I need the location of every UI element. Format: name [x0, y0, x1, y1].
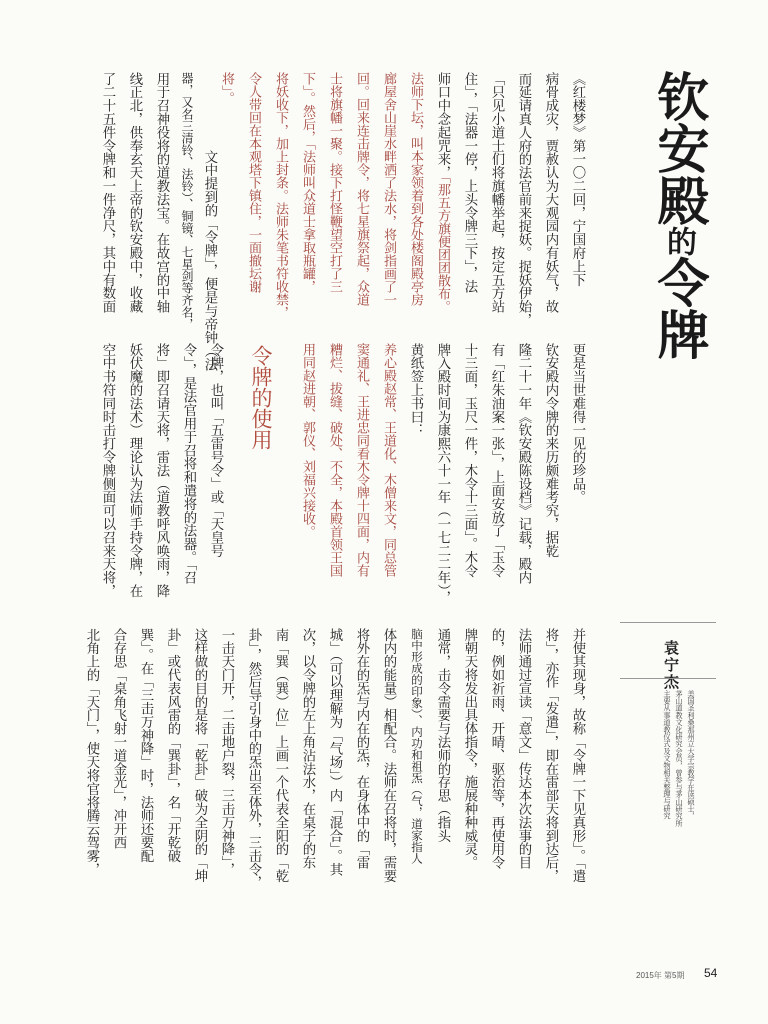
lower-col-9: 将外在的炁与内在的炁，在身体中的「雷 — [354, 628, 369, 870]
upper-col-6: 牌入殿时间为康熙六十一年（一七二二年）， — [435, 343, 450, 605]
author-bio-line-2: 茅山道教文化研究会员，曾参与茅山研究所 — [675, 690, 684, 827]
lower-col-17: 巽」。在「三击万神降」时，法师还要配 — [138, 628, 153, 863]
section-col-4: 妖伏魔的法术）理论认为法师手持令牌，在 — [127, 343, 142, 598]
author-bio-line-3: 主要从事道教仪式及文物相关整理与研究 — [663, 690, 672, 820]
lower-col-6: 通常，击令需要与法师的存思（指头 — [435, 628, 450, 843]
author-rule-top — [620, 622, 716, 623]
left-quote-col-8: 将」。 — [219, 72, 234, 105]
upper-col-2: 钦安殿内令牌的来历颇难考究，据乾 — [543, 343, 558, 558]
lower-col-13: 卦」，然后导引身中的炁出至体外，三击令， — [246, 628, 261, 890]
lower-col-7: 脑中形成的印象）、内功和祖炁（气，道家指人 — [410, 628, 424, 864]
left-col-8: 器，又名三清铃、法铃）、铜镜、七星剑等齐名， — [180, 72, 194, 330]
left-col-4: 「只见小道士们将旗幡举起，按定五方站 — [489, 72, 504, 314]
left-col-2: 病骨成灾，贾赦认为大观园内有妖气，故 — [543, 72, 558, 314]
left-col-1: 《红楼梦》第一〇二回，宁国府上下 — [570, 72, 585, 287]
upper-col-5: 十三面，玉尺一件，木令十三面」。木令 — [462, 343, 477, 578]
author-name: 袁宁杰 — [662, 640, 680, 691]
section-col-3: 将」即召请天将，雷法（道教呼风唤雨，降 — [154, 343, 169, 598]
lower-col-16: 卦」或代表风雷的「巽卦」，名「开乾破 — [165, 628, 180, 863]
quote-col-3: 糟烂、拔缝、破处、不全，本殿首领王国 — [327, 343, 342, 577]
upper-col-4: 有「红朱油案一张」，上面安放了「玉令 — [489, 343, 504, 578]
left-quote-col-7: 令人带回在本观塔下镇住，一面撤坛谢 — [246, 72, 261, 293]
lower-col-8: 体内的能量）相配合。法师在召将时，需要 — [381, 628, 396, 883]
left-quote-col-6: 将妖收下，加上封条。法师朱笔书符收禁， — [273, 72, 288, 319]
section-col-5: 空中书符同时击打令牌侧面可以召来天将， — [100, 343, 115, 598]
lower-col-19: 北角上的「天门」，使天将官将腾云驾雾， — [84, 628, 99, 876]
lower-col-12: 南「巽（巽）位」上画一个代表全阳的「乾 — [273, 628, 288, 883]
quote-inline: 「那五方旗便团团散布。 — [435, 170, 450, 313]
lower-col-15: 这样做的目的是将「乾卦」破为全阴的「坤 — [192, 628, 207, 883]
title-part-1: 钦安殿 — [648, 70, 708, 226]
left-col-9: 用于召神役将的道教法宝。在故宫的中轴 — [154, 72, 169, 314]
left-col-7: 文中提到的「令牌」，便是与帝钟（法 — [202, 150, 217, 372]
page-number: 54 — [704, 966, 718, 980]
left-col-3: 而延请真人府的法官前来捉妖。捉妖伊始， — [516, 72, 531, 327]
article-title — [634, 70, 708, 360]
lower-col-18: 合存思「桌角飞射一道金光」，冲开西 — [111, 628, 126, 850]
lower-col-11: 次，以令牌的左上角沾法水，在桌子的东 — [300, 628, 315, 870]
author-bio-line-1: 美国圣利桑那州立大学宗教学在读硕士， — [687, 690, 696, 820]
left-quote-col-5: 下」。然后，「法师叫众道士拿取瓶罐， — [300, 72, 315, 293]
left-col-11: 了二十五件令牌和一件净尺，其中有数面 — [100, 72, 115, 314]
title-part-3: 令牌 — [648, 256, 708, 360]
quote-col-2: 窦通礼、王进忠同看木令牌十四面，内有 — [354, 343, 369, 577]
upper-col-1: 更是当世难得一见的珍品。 — [570, 343, 585, 504]
lower-col-10: 城」（可以理解为「气场」）内「混合」。其 — [327, 628, 342, 876]
author-rule-bottom — [620, 678, 716, 679]
left-col-10: 线正北，供奉玄天上帝的钦安殿中，收藏 — [127, 72, 142, 314]
issue-label: 2015年 第5期 — [636, 971, 685, 980]
left-quote-col-2: 廊屋舍山崖水畔洒了法水，将剑指画了一 — [381, 72, 396, 306]
upper-col-3: 隆二十一年《钦安殿陈设档》记载，殿内 — [516, 343, 531, 585]
section-heading: 令牌的使用 — [249, 345, 273, 450]
upper-col-7: 黄纸签上书曰： — [408, 343, 423, 437]
lower-col-4: 的，例如祈雨、开晴、驱治等，再使用令 — [489, 628, 504, 870]
left-col-5: 住」，「法器一停，上头令牌三下」，法 — [462, 72, 477, 294]
left-col-6: 师口中念起咒来， — [435, 72, 450, 180]
quote-col-1: 养心殿赵常、王道化、木僧来文，同总管 — [381, 343, 396, 577]
lower-col-3: 法师通过宣读「意文」传达本次法事的目 — [516, 628, 531, 870]
lower-col-14: 一击天门开，二击地户裂，三击万神降」， — [219, 628, 234, 876]
lower-col-5: 牌朝天将发出具体指令，施展种种威灵。 — [462, 628, 477, 870]
left-quote-col-3: 回。回来连击牌令，将七星旗祭起，众道 — [354, 72, 369, 306]
lower-col-1: 并使其现身，故称「令牌一下见真形」。「遣 — [570, 628, 585, 883]
left-quote-col-1: 法师下坛，叫本家领着到各处楼阁殿亭房 — [408, 72, 423, 306]
lower-col-2: 将」，亦作「发遣」，即在雷部天将到达后， — [543, 628, 558, 883]
title-part-2: 的 — [661, 226, 696, 256]
section-col-1: 令牌，也叫「五雷号令」或「天皇号 — [208, 343, 223, 558]
left-quote-col-4: 士将旗幡一聚。接下打怪鞭望空打了三 — [327, 72, 342, 293]
quote-col-4: 用同赵进朝、郭仪、刘福兴接收。 — [300, 343, 315, 538]
section-col-2: 令」，是法官用于召将和遣将的法器。「召 — [181, 343, 196, 585]
